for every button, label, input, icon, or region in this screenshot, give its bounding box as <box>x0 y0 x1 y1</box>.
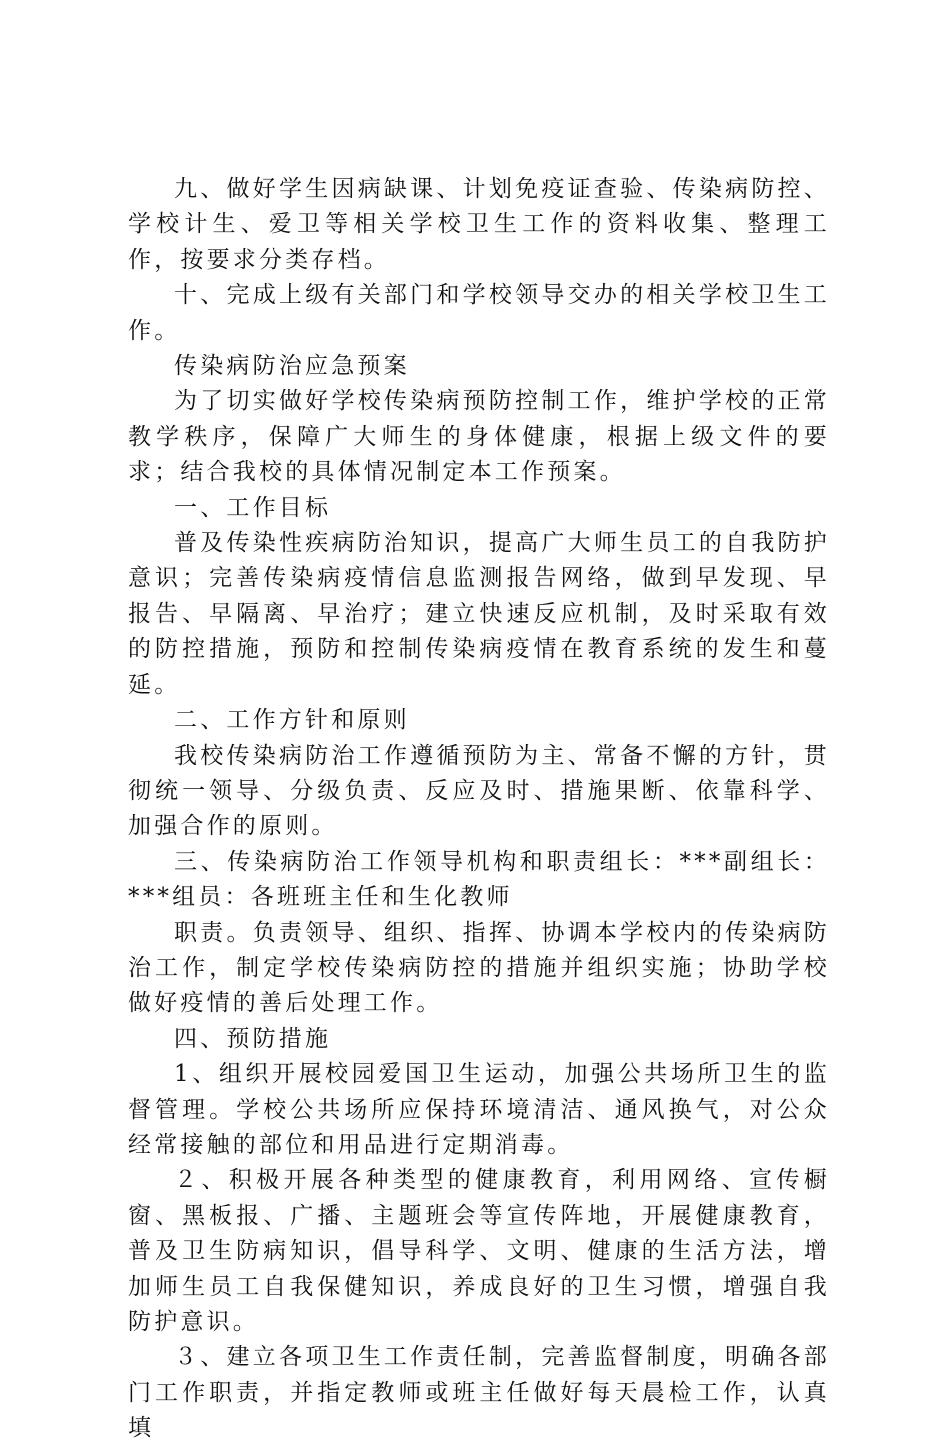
paragraph-intro: 为了切实做好学校传染病预防控制工作，维护学校的正常教学秩序，保障广大师生的身体健康，根据上级文件的要求；结合我校的具体情况制定本工作预案。 <box>128 388 830 486</box>
heading-principles: 二、工作方针和原则 <box>174 707 410 734</box>
paragraph-measure-1: 1、组织开展校园爱国卫生运动，加强公共场所卫生的监督管理。学校公共场所应保持环境清洁、通风换气，对公众经常接触的部位和用品进行定期消毒。 <box>128 1061 830 1158</box>
paragraph-measure-2: ２、积极开展各种类型的健康教育，利用网络、宣传橱窗、黑板报、广播、主题班会等宣传阵地，开展健康教育，普及卫生防病知识，倡导科学、文明、健康的生活方法，增加师生员工自我保健知识，养成良好的卫生习惯，增强自我防护意识。 <box>128 1167 830 1335</box>
heading-leadership: 三、传染病防治工作领导机构和职责组长：***副组长：***组员：各班班主任和生化教师 <box>128 848 830 911</box>
paragraph-responsibilities: 职责。负责领导、组织、指挥、协调本学校内的传染病防治工作，制定学校传染病防控的措施并组织实施；协助学校做好疫情的善后处理工作。 <box>128 919 830 1017</box>
document-body <box>128 172 830 1447</box>
heading-prevention-measures: 四、预防措施 <box>174 1025 332 1052</box>
section-title-emergency-plan: 传染病防治应急预案 <box>174 353 410 380</box>
heading-work-goals: 一、工作目标 <box>174 494 332 521</box>
paragraph-measure-3: ３、建立各项卫生工作责任制，完善监督制度，明确各部门工作职责，并指定教师或班主任做好每天晨检工作，认真填 <box>128 1344 830 1442</box>
paragraph-item-10-assigned-work: 十、完成上级有关部门和学校领导交办的相关学校卫生工作。 <box>128 282 830 344</box>
paragraph-work-goals: 普及传染性疾病防治知识，提高广大师生员工的自我防护意识；完善传染病疫情信息监测报告网络，做到早发现、早报告、早隔离、早治疗；建立快速反应机制，及时采取有效的防控措施，预防和控制传染病疫情在教育系统的发生和蔓延。 <box>128 530 830 698</box>
paragraph-principles: 我校传染病防治工作遵循预防为主、常备不懈的方针，贯彻统一领导、分级负责、反应及时、措施果断、依靠科学、加强合作的原则。 <box>128 742 830 840</box>
paragraph-item-9-archiving: 九、做好学生因病缺课、计划免疫证查验、传染病防控、学校计生、爱卫等相关学校卫生工作的资料收集、整理工作，按要求分类存档。 <box>128 176 830 273</box>
